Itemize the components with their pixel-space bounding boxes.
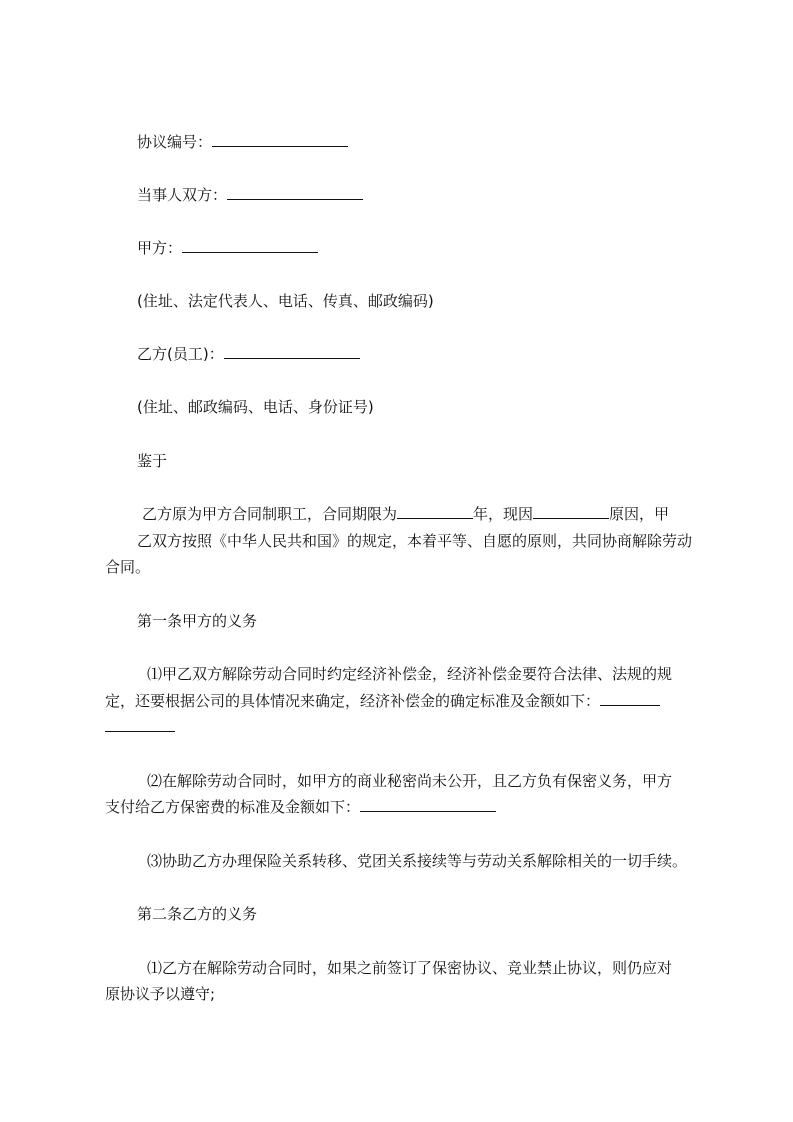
- article1-title: 第一条甲方的义务: [137, 612, 258, 630]
- agreement-number-blank: [212, 132, 348, 147]
- whereas-heading: 鉴于: [137, 452, 168, 470]
- agreement-number-label: 协议编号：: [137, 133, 213, 151]
- compensation-blank-b: [105, 717, 175, 732]
- party-a-note: (住址、法定代表人、电话、传真、邮政编码): [137, 292, 434, 310]
- reason-blank: [533, 504, 609, 519]
- intro-line-2: 乙双方按照《中华人民共和国》的规定，本着平等、自愿的原则，共同协商解除劳动: [137, 532, 693, 550]
- parties-line: [137, 185, 363, 205]
- party-b-line: [137, 344, 360, 364]
- party-a-line: [137, 238, 318, 258]
- compensation-label: 定，还要根据公司的具体情况来确定，经济补偿金的确定标准及金额如下：: [105, 692, 601, 710]
- article1-item1-line3: [105, 717, 175, 737]
- parties-blank: [227, 185, 363, 200]
- agreement-number-line: [137, 132, 348, 152]
- article1-item2-line1: ⑵在解除劳动合同时，如甲方的商业秘密尚未公开，且乙方负有保密义务，甲方: [147, 772, 673, 790]
- article2-title: 第二条乙方的义务: [137, 905, 258, 923]
- confidentiality-fee-blank: [360, 797, 496, 812]
- article1-item3: ⑶协助乙方办理保险关系转移、党团关系接续等与劳动关系解除相关的一切手续。: [147, 852, 688, 870]
- party-b-blank: [224, 344, 360, 359]
- intro-line-3: 合同。: [105, 558, 151, 576]
- party-a-label: 甲方：: [137, 239, 183, 257]
- article2-item1-line1: ⑴乙方在解除劳动合同时，如果之前签订了保密协议、竞业禁止协议，则仍应对: [147, 959, 673, 977]
- article2-item1-line2: 原协议予以遵守;: [105, 985, 216, 1003]
- compensation-blank-a: [600, 691, 660, 706]
- article1-item1-line1: ⑴甲乙双方解除劳动合同时约定经济补偿金，经济补偿金要符合法律、法规的规: [147, 665, 673, 683]
- party-b-note: (住址、邮政编码、电话、身份证号): [137, 398, 374, 416]
- parties-label: 当事人双方：: [137, 186, 228, 204]
- intro-line-1: [142, 504, 669, 524]
- party-b-label: 乙方(员工)：: [137, 345, 224, 363]
- contract-term-blank: [397, 504, 473, 519]
- confidentiality-fee-label: 支付给乙方保密费的标准及金额如下：: [105, 798, 361, 816]
- article1-item1-line2: [105, 691, 660, 711]
- intro-part3: 原因，甲: [609, 505, 670, 523]
- intro-part1: 乙方原为甲方合同制职工，合同期限为: [142, 505, 398, 523]
- intro-part2: 年，现因: [473, 505, 534, 523]
- party-a-blank: [182, 238, 318, 253]
- article1-item2-line2: [105, 797, 496, 817]
